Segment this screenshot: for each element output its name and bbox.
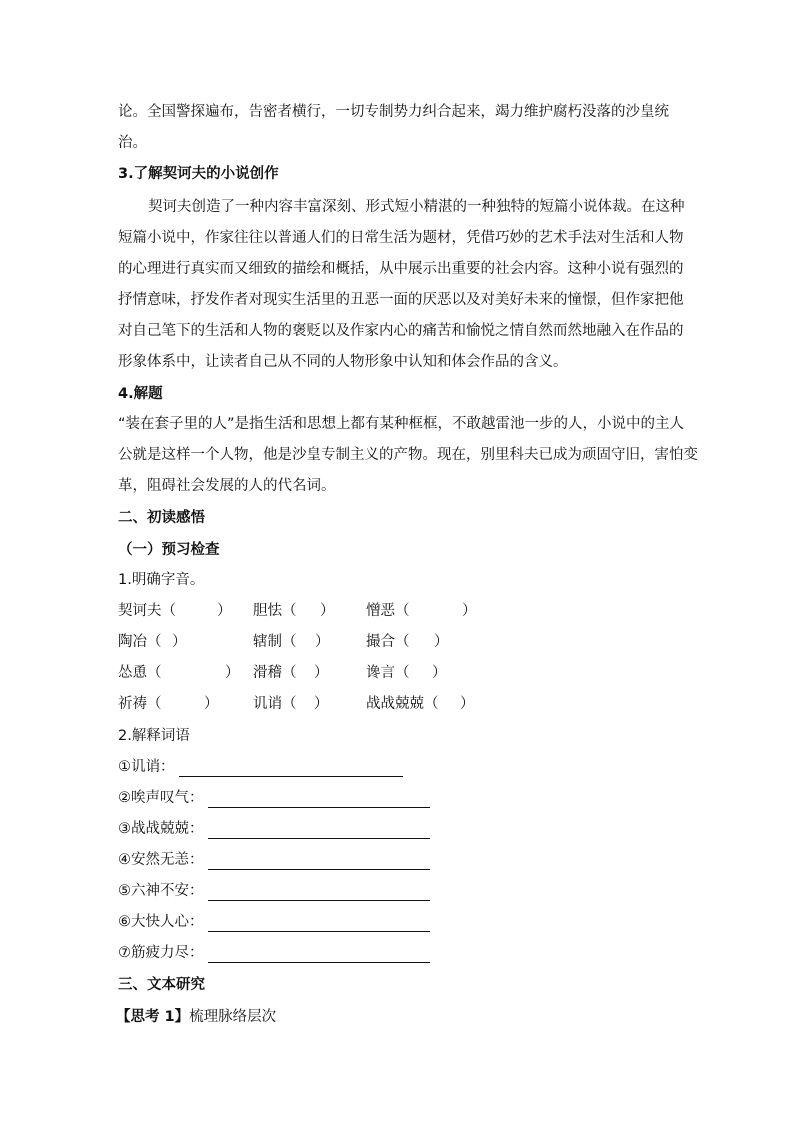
section-heading: 3.了解契诃夫的小说创作 <box>118 166 279 182</box>
word-label: 契诃夫（ <box>118 603 176 619</box>
term-row <box>118 757 403 777</box>
term-row <box>118 850 430 870</box>
answer-blank[interactable] <box>208 885 430 901</box>
term-label: ①讥诮： <box>118 759 175 775</box>
word-label: 辖制（ <box>253 634 297 650</box>
think-prompt <box>116 1007 276 1027</box>
term-label: ⑦筋疲力尽： <box>118 945 204 961</box>
paren-close: ） <box>314 665 329 681</box>
word-label: 战战兢兢（ <box>366 696 439 712</box>
sub-heading: （一）预习检查 <box>118 542 220 558</box>
paragraph-line: 论。全国警探遍布，告密者横行，一切专制势力纠合起来，竭力维护腐朽没落的沙皇统 <box>118 104 669 120</box>
word-label: 祈祷（ <box>118 696 162 712</box>
paren-close: ） <box>432 665 447 681</box>
paragraph-line: 契诃夫创造了一种内容丰富深刻、形式短小精湛的一种独特的短篇小说体裁。在这种 <box>148 199 685 215</box>
paragraph-line: “装在套子里的人”是指生活和思想上都有某种框框，不敢越雷池一步的人，小说中的主人 <box>118 416 685 432</box>
think-text: 梳理脉络层次 <box>189 1009 277 1025</box>
answer-blank[interactable] <box>208 854 430 870</box>
paren-close: ） <box>217 603 232 619</box>
think-label: 【思考 1】 <box>116 1009 190 1025</box>
paragraph-line: 公就是这样一个人物，他是沙皇专制主义的产物。现在，别里科夫已成为顽固守旧，害怕变 <box>118 447 698 463</box>
question-title: 2.解释词语 <box>118 728 190 744</box>
paragraph-line: 短篇小说中，作家往往以普通人们的日常生活为题材，凭借巧妙的艺术手法对生活和人物 <box>118 230 684 246</box>
term-label: ③战战兢兢： <box>118 821 204 837</box>
term-label: ⑥大快人心： <box>118 914 204 930</box>
word-label: 滑稽（ <box>253 665 297 681</box>
word-label: 谗言（ <box>366 665 410 681</box>
paragraph-line: 革，阻碍社会发展的人的代名词。 <box>118 478 336 494</box>
word-label: 胆怯（ <box>253 603 297 619</box>
paren-close: ） <box>172 634 187 650</box>
word-label: 憎恶（ <box>366 603 410 619</box>
answer-blank[interactable] <box>179 761 403 777</box>
answer-blank[interactable] <box>208 823 430 839</box>
paren-close: ） <box>225 665 240 681</box>
paren-close: ） <box>462 603 477 619</box>
term-row <box>118 881 430 901</box>
question-title: 1.明确字音。 <box>118 572 205 588</box>
term-row <box>118 819 430 839</box>
word-label: 撮合（ <box>366 634 410 650</box>
word-label: 怂恿（ <box>118 665 162 681</box>
part-heading: 二、初读感悟 <box>118 510 205 526</box>
term-row <box>118 788 430 808</box>
paragraph-line: 形象体系中，让读者自己从不同的人物形象中认知和体会作品的含义。 <box>118 354 568 370</box>
paren-close: ） <box>204 696 219 712</box>
term-row <box>118 912 430 932</box>
answer-blank[interactable] <box>208 916 430 932</box>
word-label: 讥诮（ <box>253 696 297 712</box>
term-label: ②唉声叹气： <box>118 790 204 806</box>
answer-blank[interactable] <box>208 947 430 963</box>
part-heading: 三、文本研究 <box>118 977 205 993</box>
section-heading: 4.解题 <box>118 386 163 402</box>
answer-blank[interactable] <box>208 792 430 808</box>
paren-close: ） <box>434 634 449 650</box>
paren-close: ） <box>314 696 329 712</box>
word-label: 陶冶（ <box>118 634 162 650</box>
term-label: ⑤六神不安： <box>118 883 204 899</box>
paragraph-line: 抒情意味，抒发作者对现实生活里的丑恶一面的厌恶以及对美好未来的憧憬，但作家把他 <box>118 292 684 308</box>
paragraph-line: 对自己笔下的生活和人物的褒贬以及作家内心的痛苦和愉悦之情自然而然地融入在作品的 <box>118 323 684 339</box>
paren-close: ） <box>320 603 335 619</box>
term-label: ④安然无恙： <box>118 852 204 868</box>
paragraph-line: 治。 <box>118 135 147 151</box>
paren-close: ） <box>460 696 475 712</box>
paragraph-line: 的心理进行真实而又细致的描绘和概括，从中展示出重要的社会内容。这种小说有强烈的 <box>118 261 684 277</box>
paren-close: ） <box>315 634 330 650</box>
term-row <box>118 943 430 963</box>
